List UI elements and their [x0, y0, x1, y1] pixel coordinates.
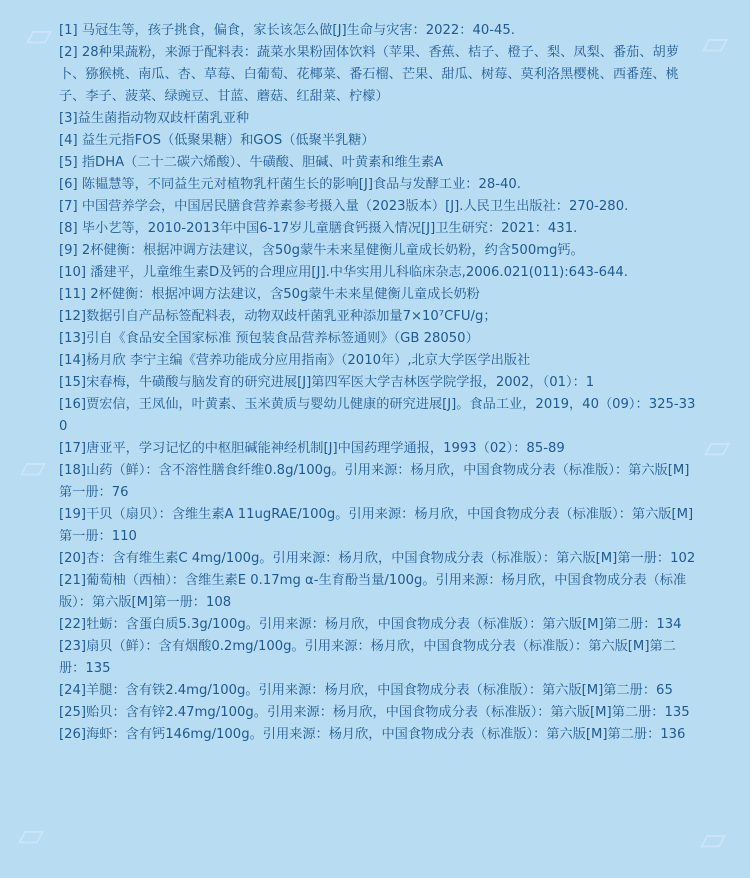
reference-item-25: [25]贻贝：含有锌2.47mg/100g。引用来源：杨月欣，中国食物成分表（标准版）：第六版[M]第二册：135 [59, 705, 690, 720]
reference-item-12: [12]数据引自产品标签配料表，动物双歧杆菌乳亚种添加量7×10⁷CFU/g； [59, 309, 497, 324]
references-list [59, 20, 699, 746]
reference-item-20: [20]杏：含有维生素C 4mg/100g。引用来源：杨月欣，中国食物成分表（标准版）：第六版[M]第一册：102 [59, 551, 696, 566]
reference-item-21: [21]葡萄柚（西柚）：含维生素E 0.17mg α-生育酚当量/100g。引用来源：杨月欣，中国食物成分表（标准版）：第六版[M]第一册：108 [59, 573, 687, 610]
milk-carton-icon: ▱ [702, 23, 729, 63]
reference-item-22: [22]牡蛎：含蛋白质5.3g/100g。引用来源：杨月欣，中国食物成分表（标准版）：第六版[M]第二册：134 [59, 617, 682, 632]
milk-carton-icon: ▱ [700, 819, 727, 859]
reference-item-11: [11] 2杯健衡：根据冲调方法建议，含50g蒙牛未来星健衡儿童成长奶粉 [59, 287, 480, 302]
reference-item-23: [23]扇贝（鲜）：含有烟酸0.2mg/100g。引用来源：杨月欣，中国食物成分表（标准版）：第六版[M]第二册：135 [59, 639, 676, 676]
milk-carton-icon: ▱ [26, 15, 53, 55]
reference-item-10: [10] 潘建平，儿童维生素D及钙的合理应用[J].中华实用儿科临床杂志,2006.021(011):643-644. [59, 265, 628, 280]
reference-item-5: [5] 指DHA（二十二碳六烯酸）、牛磺酸、胆碱、叶黄素和维生素A [59, 155, 444, 170]
reference-item-26: [26]海虾：含有钙146mg/100g。引用来源：杨月欣，中国食物成分表（标准版）：第六版[M]第二册：136 [59, 727, 686, 742]
reference-item-6: [6] 陈韫慧等，不同益生元对植物乳杆菌生长的影响[J]食品与发酵工业：28-40. [59, 177, 521, 192]
reference-item-19: [19]干贝（扇贝）：含维生素A 11ugRAE/100g。引用来源：杨月欣，中国食物成分表（标准版）：第六版[M]第一册：110 [59, 507, 694, 544]
reference-item-14: [14]杨月欣 李宁主编《营养功能成分应用指南》（2010年）,北京大学医学出版社 [59, 353, 531, 368]
reference-item-3: [3]益生菌指动物双歧杆菌乳亚种 [59, 111, 250, 126]
reference-item-7: [7] 中国营养学会，中国居民膳食营养素参考摄入量（2023版本）[J].人民卫生出版社：270-280. [59, 199, 629, 214]
milk-carton-icon: ▱ [20, 447, 47, 487]
milk-carton-icon: ▱ [18, 815, 45, 855]
reference-item-17: [17]唐亚平，学习记忆的中枢胆碱能神经机制[J]中国药理学通报，1993（02）：85-89 [59, 441, 565, 456]
reference-item-15: [15]宋春梅，牛磺酸与脑发育的研究进展[J]第四军医大学吉林医学院学报，2002，（01）：1 [59, 375, 595, 390]
milk-carton-icon: ▱ [704, 427, 731, 467]
reference-item-4: [4] 益生元指FOS（低聚果糖）和GOS（低聚半乳糖） [59, 133, 375, 148]
reference-item-9: [9] 2杯健衡：根据冲调方法建议，含50g蒙牛未来星健衡儿童成长奶粉，约含500mg钙。 [59, 243, 584, 258]
reference-item-1: [1] 马冠生等，孩子挑食，偏食，家长该怎么做[J]生命与灾害：2022：40-45. [59, 23, 515, 38]
reference-item-13: [13]引自《食品安全国家标准 预包装食品营养标签通则》（GB 28050） [59, 331, 479, 346]
reference-item-24: [24]羊腿：含有铁2.4mg/100g。引用来源：杨月欣，中国食物成分表（标准版）：第六版[M]第二册：65 [59, 683, 673, 698]
reference-item-2: [2] 28种果蔬粉，来源于配料表：蔬菜水果粉固体饮料（苹果、香蕉、桔子、橙子、梨、凤梨、番茄、胡萝卜、猕猴桃、南瓜、杏、草莓、白葡萄、花椰菜、番石榴、芒果、甜瓜、树莓、莫利洛黑樱桃、西番莲、桃子、李子、菠菜、绿豌豆、甘蓝、蘑菇、红甜菜、柠檬） [59, 45, 679, 104]
reference-item-8: [8] 毕小艺等，2010-2013年中国6-17岁儿童膳食钙摄入情况[J]卫生研究：2021：431. [59, 221, 578, 236]
reference-item-16: [16]贾宏信，王凤仙，叶黄素、玉米黄质与婴幼儿健康的研究进展[J]。食品工业，2019，40（09）：325-330 [59, 397, 696, 434]
reference-item-18: [18]山药（鲜）：含不溶性膳食纤维0.8g/100g。引用来源：杨月欣，中国食物成分表（标准版）：第六版[M]第一册：76 [59, 463, 690, 500]
